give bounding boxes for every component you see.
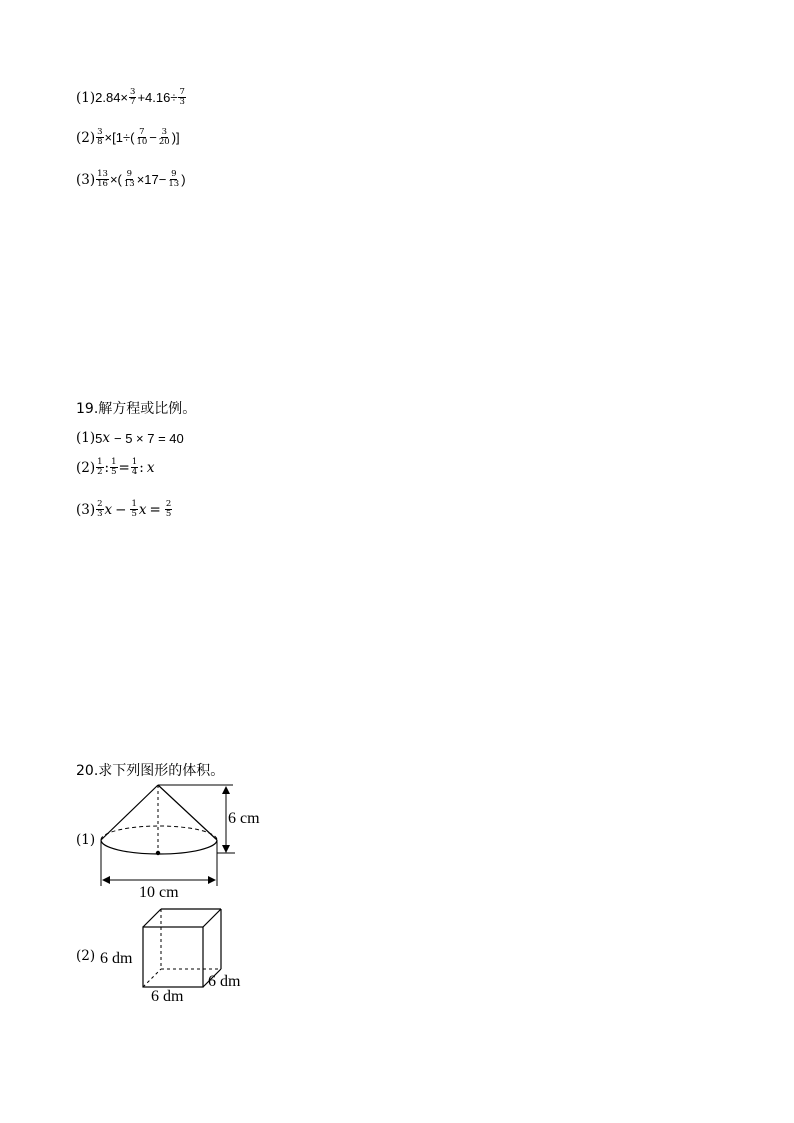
fraction: $\frac{2}{5}$ (165, 499, 172, 519)
fraction: $\frac{1}{5}$ (131, 499, 137, 519)
q18-item-1 (76, 88, 187, 107)
q19-item-2 (76, 458, 154, 477)
cube-height-label: 6 dm (100, 950, 133, 967)
fig1-prefix: (1) (76, 832, 96, 848)
cone-height-label: 6 cm (228, 810, 260, 827)
expr-part: 2.84× (95, 90, 129, 105)
cone-figure (95, 778, 275, 893)
fraction: $\frac{3}{20}$ (158, 127, 170, 147)
cube-length-label: 6 dm (151, 988, 184, 1005)
q20-title: 20.求下列图形的体积。 (76, 763, 225, 779)
q18-item-2 (76, 128, 180, 147)
fraction: $\frac{13}{16}$ (97, 169, 108, 189)
fraction: $\frac{2}{3}$ (97, 499, 103, 519)
item-prefix: (2) (76, 459, 96, 476)
equals-sign: = (149, 501, 161, 518)
variable: x (138, 501, 147, 518)
expr-part: ) (181, 172, 186, 187)
q18-item-3 (76, 170, 186, 189)
fraction: $\frac{9}{13}$ (123, 169, 135, 189)
fig2-prefix: (2) (76, 948, 96, 964)
item-prefix: (3) (76, 501, 96, 518)
variable: x (104, 501, 113, 518)
fraction: $\frac{7}{3}$ (179, 87, 185, 107)
fraction: $\frac{1}{2}$ (97, 457, 103, 477)
expr-part: − (149, 130, 157, 145)
expr-part: ×( (109, 172, 122, 187)
minus-sign: − (115, 501, 127, 518)
fraction: $\frac{9}{13}$ (168, 169, 180, 189)
cube-width-label: 6 dm (208, 973, 241, 990)
fraction: $\frac{3}{8}$ (97, 127, 103, 147)
cone-diameter-label: 10 cm (139, 884, 179, 901)
expr-part: 5 (95, 430, 103, 446)
item-prefix: (2) (76, 129, 96, 146)
equals-sign: = (118, 459, 130, 476)
item-prefix: (3) (76, 171, 96, 188)
expr-part: ×17− (136, 172, 167, 187)
variable: x (146, 459, 155, 476)
expr-part: )] (171, 130, 180, 145)
q19-title: 19.解方程或比例。 (76, 401, 197, 417)
q19-item-3 (76, 500, 173, 519)
fraction: $\frac{1}{4}$ (131, 457, 138, 477)
expr-part: +4.16÷ (137, 90, 178, 105)
item-prefix: (1) (76, 430, 96, 446)
ratio-sign: : (104, 459, 110, 476)
fraction: $\frac{7}{10}$ (136, 127, 148, 147)
fraction: $\frac{3}{7}$ (130, 87, 136, 107)
item-prefix: (1) (76, 89, 96, 106)
expr-part: ×[1÷( (104, 130, 135, 145)
q19-item-1 (76, 430, 184, 446)
fraction: $\frac{1}{5}$ (111, 457, 117, 477)
ratio-sign: : (139, 459, 144, 476)
variable: x (102, 430, 110, 446)
expr-part: − 5 × 7 = 40 (113, 430, 184, 446)
